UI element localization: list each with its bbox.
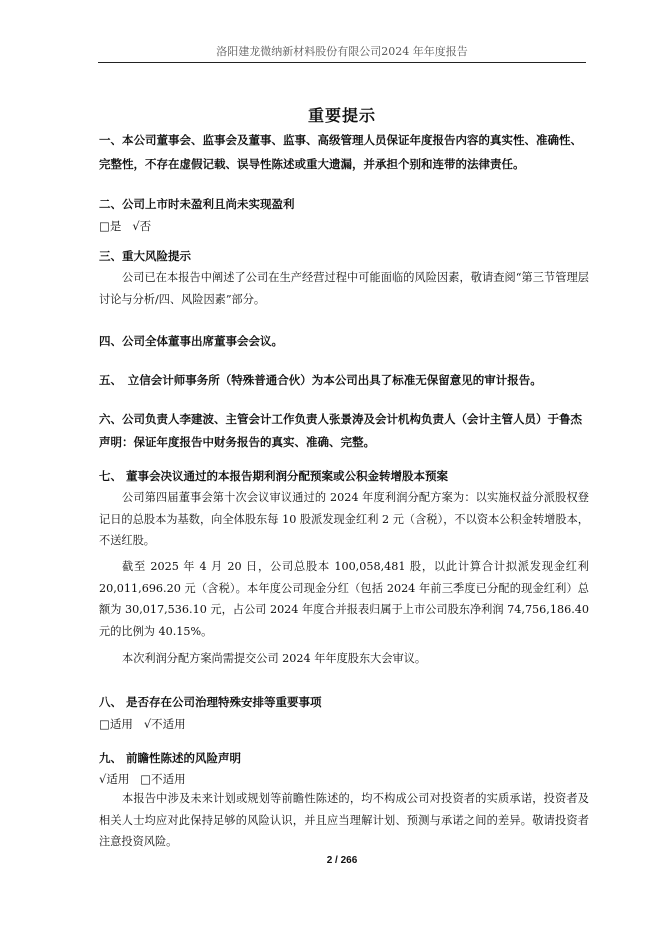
section-8-options [99,714,186,734]
section-3-body: 公司已在本报告中阐述了公司在生产经营过程中可能面临的风险因素，敬请查阅“第三节管理层讨论与分析/四、风险因素”部分。 [99,271,589,306]
option-yes: □是 [99,219,122,233]
section-9-heading: 九、 前瞻性陈述的风险声明 [99,751,242,765]
page-number: 2 / 266 [326,855,358,866]
section-7-paragraph-2: 截至 2025 年 4 月 20 日，公司总股本 100,058,481 股，以此计算合计拟派发现金红利 20,011,696.20 元（含税）。本年度公司现金分红（包括 2024 年前三季度已分配的现金红利）总额为 30,017,536.10 元，占公司 2024 年度合并报表归属于上市公司股东净利润 74,756,186.40 元的比例为 40.15%。 [99,560,589,638]
section-5-heading: 五、 立信会计师事务所（特殊普通合伙）为本公司出具了标准无保留意见的审计报告。 [99,373,542,387]
section-6-heading: 六、公司负责人李建波、主管会计工作负责人张景涛及会计机构负责人（会计主管人员）于鲁杰声明：保证年度报告中财务报告的真实、准确、完整。 [99,412,582,449]
option-no: √否 [132,219,152,233]
section-7-paragraph-1: 公司第四届董事会第十次会议审议通过的 2024 年度利润分配方案为：以实施权益分派股权登记日的总股本为基数，向全体股东每 10 股派发现金红利 2 元（含税），不以资本公积金转增股本，不送红股。 [99,491,589,547]
section-9-options [99,769,186,789]
section-1-statement: 一、本公司董事会、监事会及董事、监事、高级管理人员保证年度报告内容的真实性、准确性、完整性，不存在虚假记载、误导性陈述或重大遗漏，并承担个别和连带的法律责任。 [99,133,582,171]
option-not-applicable: □不适用 [140,772,186,786]
option-not-applicable: √不适用 [143,717,186,731]
running-header: 洛阳建龙微纳新材料股份有限公司2024 年年度报告 [216,45,468,58]
section-2-options [99,216,151,236]
page-title: 重要提示 [307,106,376,125]
option-applicable: □适用 [99,717,133,731]
section-7-paragraph-3: 本次利润分配方案尚需提交公司 2024 年年度股东大会审议。 [122,652,427,665]
section-8-heading: 八、 是否存在公司治理特殊安排等重要事项 [99,695,322,709]
section-3-heading: 三、重大风险提示 [99,249,191,263]
section-4-heading: 四、公司全体董事出席董事会会议。 [99,334,283,348]
header-rule [98,62,586,63]
section-9-body: 本报告中涉及未来计划或规划等前瞻性陈述的，均不构成公司对投资者的实质承诺，投资者及相关人士均应对此保持足够的风险认识，并且应当理解计划、预测与承诺之间的差异。敬请投资者注意投资风险。 [99,792,589,848]
section-2-heading: 二、公司上市时未盈利且尚未实现盈利 [99,197,295,211]
option-applicable: √适用 [99,772,130,786]
section-7-heading: 七、 董事会决议通过的本报告期利润分配预案或公积金转增股本预案 [99,469,448,483]
